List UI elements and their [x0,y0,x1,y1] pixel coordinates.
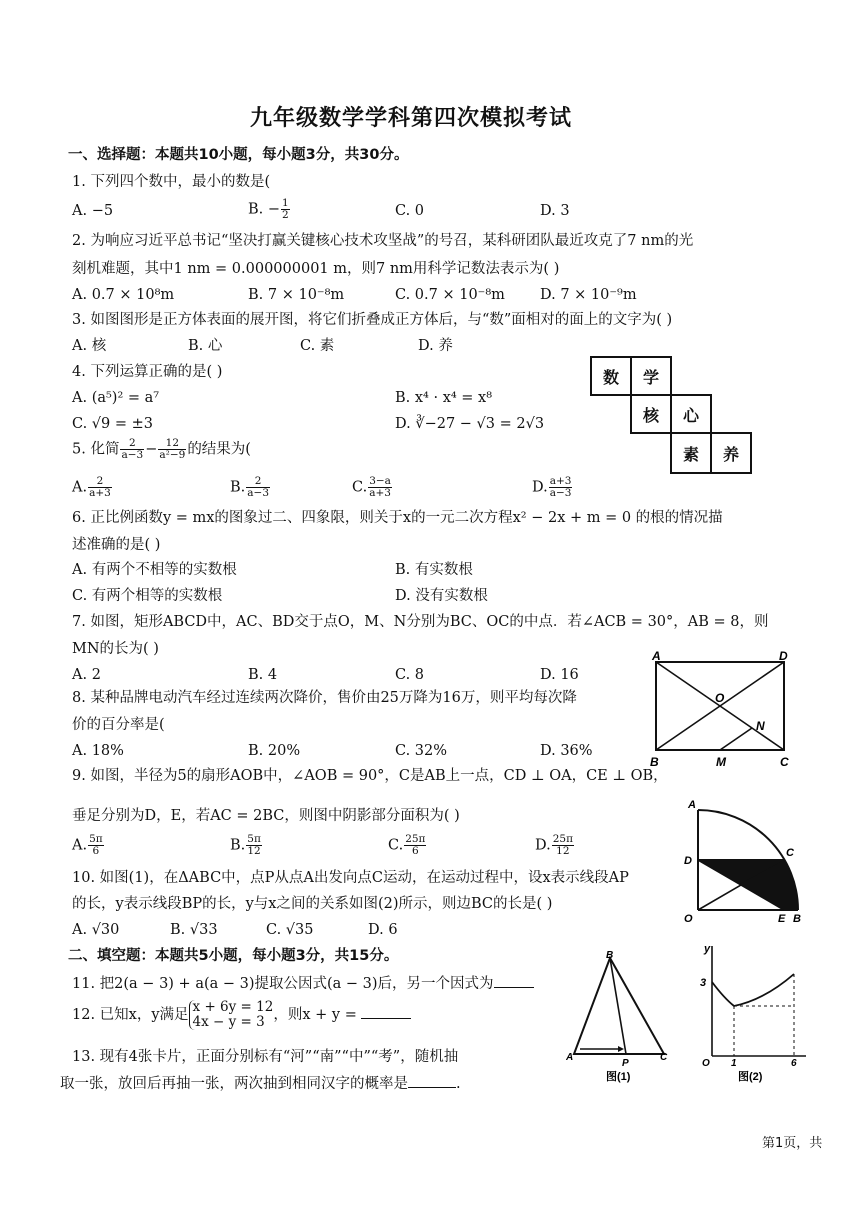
q5-fraction-2 [158,438,186,461]
q9-d-den: 12 [556,845,570,858]
q5-a-fraction [88,476,112,499]
q5-f1-num: 2 [120,438,144,450]
label-b: B [793,913,801,925]
q12-prefix: 12. 已知x，y满足 [72,1006,189,1023]
q10-line1: 10. 如图(1)，在ΔABC中，点P从点A出发向点C运动，在运动过程中，设x表示线段AP [72,870,629,886]
label-a: A [566,1052,574,1063]
q9-c-fraction [404,834,426,857]
q9-b-num: 5π [247,833,261,845]
q2-option-b: B. 7 × 10⁻⁸m [248,287,345,303]
q3-option-c: C. 素 [300,338,335,354]
label-six: 6 [791,1058,797,1069]
q9-option-d [535,834,575,857]
figure-1-caption: 图(1) [606,1071,631,1083]
q13-answer-blank[interactable] [408,1087,456,1088]
q5-option-a [72,476,113,499]
net-cell-2: 学 [630,356,672,396]
q5-stem-suffix: 的结果为( [187,441,251,458]
q5-b-num: 2 [246,476,270,488]
label-a: A [688,799,696,811]
q8-option-b: B. 20% [248,743,301,759]
q5-c-den: a+3 [369,487,391,500]
q5-d-num: a+3 [549,475,572,487]
q5-option-b [230,476,271,499]
net-cell-1: 数 [590,356,632,396]
q1-option-d: D. 3 [540,203,570,219]
q6-option-a: A. 有两个不相等的实数根 [72,562,237,578]
q1-option-b-fraction [281,198,290,221]
q6-line2: 述准确的是( ) [72,537,161,553]
q9-d-num: 25π [552,833,573,845]
q12-eq1: x + 6y = 12 [192,999,274,1015]
q9-c-label: C. [388,837,404,854]
q2-line1: 2. 为响应习近平总书记“坚决打赢关键核心技术攻坚战”的号召，某科研团队最近攻克了7 nm的光 [72,233,694,249]
figure-2-caption: 图(2) [738,1071,763,1083]
q9-b-label: B. [230,837,246,854]
q3-option-a: A. 核 [72,338,107,354]
q5-f2-den: a²−9 [159,449,186,462]
q9-option-c [388,834,427,857]
q8-option-a: A. 18% [72,743,124,759]
q5-c-num: 3−a [369,475,391,487]
q9-option-a [72,834,105,857]
label-c: C [780,755,789,769]
q2-line2: 刻机难题，其中1 nm = 0.000000001 m，则7 nm用科学记数法表示为( ) [72,261,560,277]
q7-line1: 7. 如图，矩形ABCD中，AC、BD交于点O，M、N分别为BC、OC的中点．若∠ACB = 30°，AB = 8，则 [72,614,769,630]
q4-option-c: C. √9 = ±3 [72,416,154,432]
q11-stem [72,976,534,993]
q5-minus: − [145,441,158,458]
q5-stem-prefix: 5. 化简 [72,441,120,458]
q5-a-den: a+3 [89,487,111,500]
q3-stem: 3. 如图图形是正方体表面的展开图，将它们折叠成正方体后，与“数”面相对的面上的文字为( ) [72,312,673,328]
sector-aob-figure [680,796,806,926]
q1-b-den: 2 [282,209,289,222]
net-cell-4: 心 [670,394,712,434]
label-d: D [684,855,692,867]
q13-line1: 13. 现有4张卡片，正面分别标有“河”“南”“中”“考”，随机抽 [72,1049,459,1065]
q5-stem [72,438,251,461]
label-d: D [779,649,788,663]
q11-text: 11. 把2(a − 3) + a(a − 3)提取公因式(a − 3)后，另一个因式为 [72,976,494,992]
label-b: B [650,755,659,769]
label-e: E [778,913,786,925]
q13-line2-text: 取一张，放回后再抽一张，两次抽到相同汉字的概率是 [60,1076,408,1092]
q9-a-fraction [88,834,104,857]
q1-option-b-prefix: B. − [248,201,281,218]
q9-a-den: 6 [92,845,100,858]
q4-option-d: D. ∛−27 − √3 = 2√3 [395,416,545,432]
q7-option-c: C. 8 [395,667,425,683]
label-p: P [622,1058,629,1069]
arrow-head [618,1046,624,1052]
label-b: B [606,950,614,961]
q8-option-c: C. 32% [395,743,448,759]
q7-option-a: A. 2 [72,667,101,683]
q5-a-label: A. [72,479,88,496]
q6-option-d: D. 没有实数根 [395,588,488,604]
label-y: y [704,943,711,955]
q3-option-b: B. 心 [188,338,223,354]
q5-d-label: D. [532,479,548,496]
q9-d-label: D. [535,837,551,854]
q11-answer-blank[interactable] [494,987,534,988]
q1-b-num: 1 [282,197,289,209]
q9-a-label: A. [72,837,88,854]
page-title: 九年级数学学科第四次模拟考试 [250,106,573,131]
label-c: C [786,847,794,859]
q2-option-c: C. 0.7 × 10⁻⁸m [395,287,505,303]
label-one: 1 [731,1058,737,1069]
label-m: M [716,755,726,769]
section2-header: 二、填空题：本题共5小题，每小题3分，共15分。 [68,948,399,964]
q5-d-den: a−3 [549,487,572,500]
net-cell-3: 核 [630,394,672,434]
rectangle-abcd-figure [646,648,796,772]
q8-option-d: D. 36% [540,743,593,759]
q5-c-label: C. [352,479,368,496]
q12-suffix: ，则x + y = [273,1006,357,1023]
net-cell-5: 素 [670,432,712,474]
q5-c-fraction [368,476,392,499]
triangle-abc-figure [566,950,676,1084]
label-c: C [660,1052,668,1063]
q10-option-c: C. √35 [266,922,314,938]
q10-line2: 的长，y表示线段BP的长，y与x之间的关系如图(2)所示，则边BC的长是( ) [72,896,553,912]
q2-option-a: A. 0.7 × 10⁸m [72,287,175,303]
label-n: N [756,719,765,733]
q7-line2: MN的长为( ) [72,641,159,657]
q9-c-num: 25π [405,833,426,845]
q7-option-d: D. 16 [540,667,579,683]
net-cell-6: 养 [710,432,752,474]
label-three: 3 [700,977,707,989]
page-footer: 第1页，共 [762,1136,823,1151]
q8-line1: 8. 某种品牌电动汽车经过连续两次降价，售价由25万降为16万，则平均每次降 [72,690,577,706]
q13-end: . [456,1076,461,1092]
q12-equation-system [189,1000,274,1030]
q5-option-d [532,476,573,499]
q1-option-a: A. −5 [72,203,114,219]
graph-curve [712,974,794,1006]
function-graph-figure [694,938,812,1084]
q8-line2: 价的百分率是( [72,717,165,733]
q10-option-a: A. √30 [72,922,120,938]
q12-answer-blank[interactable] [361,1018,411,1019]
q9-line2: 垂足分别为D，E，若AC = 2BC，则图中阴影部分面积为( ) [72,808,460,824]
label-o: O [715,691,725,705]
triangle-abc [574,958,664,1054]
q12-stem [72,1000,411,1030]
q2-option-d: D. 7 × 10⁻⁹m [540,287,637,303]
q12-eq2: 4x − y = 3 [192,1013,265,1030]
q7-option-b: B. 4 [248,667,278,683]
q1-option-c: C. 0 [395,203,425,219]
label-o: O [684,913,693,925]
q1-stem: 1. 下列四个数中，最小的数是( [72,174,271,190]
q5-f2-num: 12 [158,438,186,450]
q4-stem: 4. 下列运算正确的是( ) [72,364,223,380]
q9-a-num: 5π [89,833,103,845]
q5-fraction-1 [120,438,144,461]
q9-c-den: 6 [411,845,419,858]
q9-d-fraction [552,834,574,857]
label-origin: O [702,1058,710,1069]
q9-line1: 9. 如图，半径为5的扇形AOB中，∠AOB = 90°，C是AB上一点，CD ⊥ OA，CE ⊥ OB， [72,768,668,784]
label-a: A [652,649,661,663]
q6-option-c: C. 有两个相等的实数根 [72,588,223,604]
q5-option-c [352,476,393,499]
q9-b-den: 12 [247,845,261,858]
q5-b-den: a−3 [247,487,270,500]
segment-mn [720,728,752,750]
q1-option-b [248,198,291,221]
q9-option-b [230,834,263,857]
q5-b-label: B. [230,479,246,496]
q10-option-b: B. √33 [170,922,218,938]
q5-a-num: 2 [88,476,112,488]
q6-line1: 6. 正比例函数y = mx的图象过二、四象限，则关于x的一元二次方程x² − 2x + m = 0 的根的情况描 [72,510,723,526]
q10-option-d: D. 6 [368,922,398,938]
q5-f1-den: a−3 [121,449,144,462]
q6-option-b: B. 有实数根 [395,562,473,578]
section1-header: 一、选择题：本题共10小题，每小题3分，共30分。 [68,147,409,163]
q4-option-a: A. (a⁵)² = a⁷ [72,390,160,406]
q5-d-fraction [549,476,573,499]
q9-b-fraction [246,834,262,857]
q5-b-fraction [246,476,270,499]
q3-option-d: D. 养 [418,338,453,354]
q13-line2 [60,1076,461,1093]
q4-option-b: B. x⁴ · x⁴ = x⁸ [395,390,493,406]
